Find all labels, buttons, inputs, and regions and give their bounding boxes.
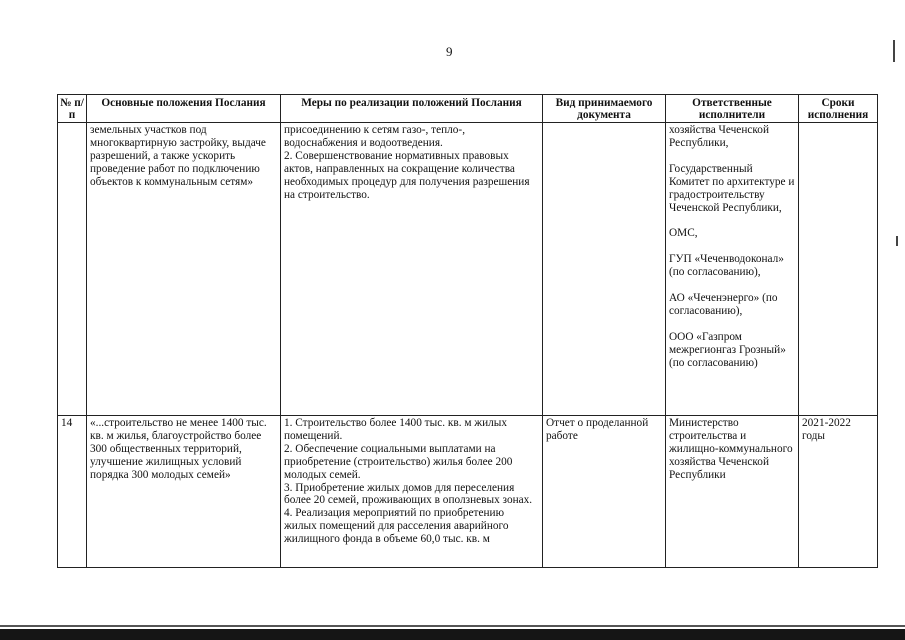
- scan-edge: [0, 629, 905, 640]
- scan-artifact: [896, 236, 898, 246]
- row-executors: [666, 123, 799, 416]
- measures-table: [57, 94, 878, 568]
- row-number: [58, 123, 87, 416]
- measures-text: 1. Строительство более 1400 тыс. кв. м жилых помещений. 2. Обеспечение социальными выплатами на приобретение (строительство) жилья более 200 молодых семей. 3. Приобретение жилых домов для переселения более 20 семей, проживающих в оползневых зонах. 4. Реализация мероприятий по приобретению жилых помещений для расселения аварийного жилищного фонда в объеме 60,0 тыс. кв. м: [284, 417, 533, 546]
- scan-edge: [0, 625, 905, 627]
- row-deadline: 2021-2022 годы: [799, 416, 878, 568]
- header-deadline: Сроки исполнения: [799, 95, 878, 123]
- row-number: 14: [58, 416, 87, 568]
- row-measures: [281, 123, 543, 416]
- header-doc-type: Вид принимаемого документа: [543, 95, 666, 123]
- table-header-row: [58, 95, 878, 123]
- header-provisions: Основные положения Послания: [87, 95, 281, 123]
- row-doc-type: [543, 123, 666, 416]
- row-executors: [666, 416, 799, 568]
- provisions-text: «...строительство не менее 1400 тыс. кв. м жилья, благоустройство более 300 общественных территорий, улучшение жилищных условий порядка 300 молодых семей»: [90, 417, 267, 481]
- table-row: [58, 123, 878, 416]
- executor-item: ГУП «Чеченводоконал» (по согласованию),: [669, 253, 784, 279]
- table-row: [58, 416, 878, 568]
- executor-item: Министерство строительства и жилищно-коммунального хозяйства Чеченской Республики: [669, 417, 793, 481]
- executor-item: ООО «Газпром межрегионгаз Грозный» (по согласованию): [669, 330, 786, 369]
- executor-item: хозяйства Чеченской Республики,: [669, 124, 769, 149]
- row-provisions: [87, 416, 281, 568]
- row-doc-type: Отчет о проделанной работе: [543, 416, 666, 568]
- row-provisions: [87, 123, 281, 416]
- executor-item: Государственный Комитет по архитектуре и градостроительству Чеченской Республики,: [669, 162, 795, 214]
- provisions-text: земельных участков под многоквартирную застройку, выдаче разрешений, а также ускорить проведение работ по подключению объектов к коммунальным сетям»: [90, 124, 266, 188]
- header-number: № п/п: [58, 95, 87, 123]
- row-measures: [281, 416, 543, 568]
- row-deadline: [799, 123, 878, 416]
- measures-text: присоединению к сетям газо-, тепло-, водоснабжения и водоотведения. 2. Совершенствование нормативных правовых актов, направленных на сокращение количества необходимых процедур для получения разрешения на строительство.: [284, 124, 530, 201]
- scan-artifact: [893, 40, 895, 62]
- executor-item: ОМС,: [669, 227, 698, 240]
- header-measures: Меры по реализации положений Послания: [281, 95, 543, 123]
- page-number: 9: [446, 44, 453, 59]
- executor-item: АО «Чеченэнерго» (по согласованию),: [669, 292, 778, 318]
- header-executors: Ответственные исполнители: [666, 95, 799, 123]
